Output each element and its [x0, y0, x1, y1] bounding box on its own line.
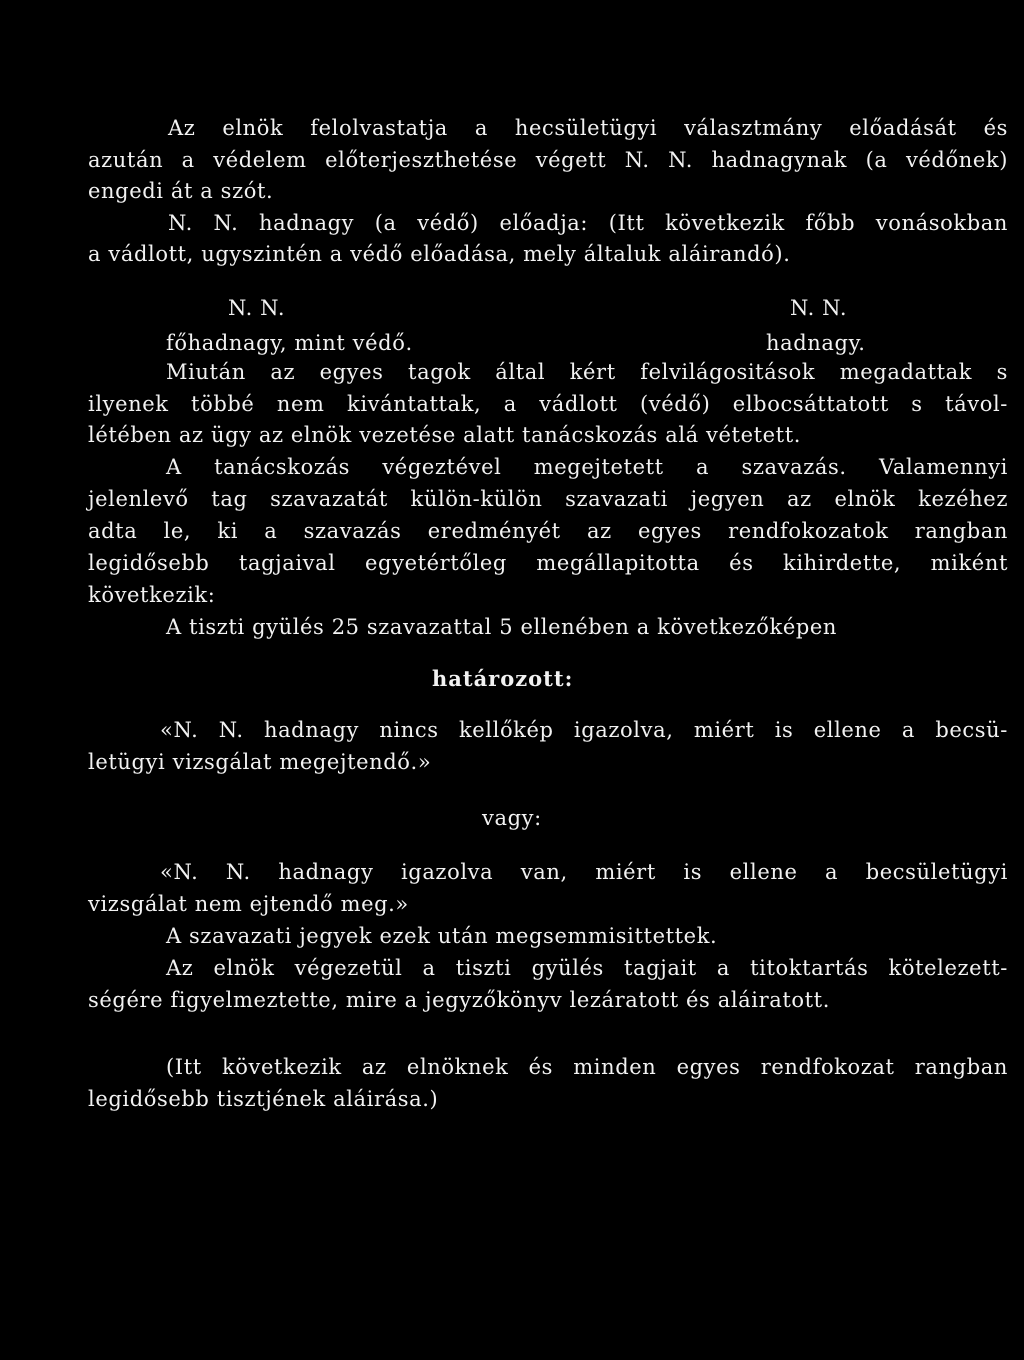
paragraph-line: Az elnök felolvastatja a hecsületügyi választmány előadását és — [168, 116, 1008, 140]
paragraph-line: legidősebb tisztjének aláirása.) — [88, 1087, 439, 1111]
decision-heading: határozott: — [432, 666, 574, 691]
paragraph-line: következik: — [88, 583, 216, 607]
paragraph-line: «N. N. hadnagy nincs kellőkép igazolva, miért is ellene a becsü- — [160, 718, 1008, 742]
paragraph-line: letügyi vizsgálat megejtendő.» — [88, 750, 432, 774]
paragraph-line: a vádlott, ugyszintén a védő előadása, mely általuk aláirandó). — [88, 242, 791, 266]
paragraph-line: N. N. hadnagy (a védő) előadja: (Itt következik főbb vonásokban — [168, 211, 1008, 235]
paragraph-line: adta le, ki a szavazás eredményét az egyes rendfokozatok rangban — [88, 519, 1008, 543]
paragraph-line: (Itt következik az elnöknek és minden egyes rendfokozat rangban — [166, 1055, 1008, 1079]
signatory-name-left: N. N. — [228, 296, 286, 320]
signatory-name-right: N. N. — [790, 296, 848, 320]
paragraph-line: engedi át a szót. — [88, 179, 274, 203]
paragraph-line: Miután az egyes tagok által kért felvilágositások megadattak s — [166, 360, 1008, 384]
signatory-rank-left: főhadnagy, mint védő. — [166, 331, 413, 355]
signatory-rank-right: hadnagy. — [766, 331, 866, 355]
paragraph-line: vizsgálat nem ejtendő meg.» — [88, 892, 409, 916]
paragraph-line: azután a védelem előterjeszthetése végett N. N. hadnagynak (a védőnek) — [88, 148, 1008, 172]
paragraph-line: A szavazati jegyek ezek után megsemmisittettek. — [166, 924, 718, 948]
paragraph-line: A tiszti gyülés 25 szavazattal 5 ellenében a következőképen — [166, 615, 838, 639]
paragraph-line: ségére figyelmeztette, mire a jegyzőkönyv lezáratott és aláiratott. — [88, 988, 830, 1012]
paragraph-line: Az elnök végezetül a tiszti gyülés tagjait a titoktartás kötelezett- — [166, 956, 1008, 980]
paragraph-line: «N. N. hadnagy igazolva van, miért is ellene a becsületügyi — [160, 860, 1008, 884]
paragraph-line: legidősebb tagjaival egyetértőleg megállapitotta és kihirdette, miként — [88, 551, 1008, 575]
paragraph-line: létében az ügy az elnök vezetése alatt tanácskozás alá vétetett. — [88, 423, 802, 447]
paragraph-line: ilyenek többé nem kivántattak, a vádlott (védő) elbocsáttatott s távol- — [88, 392, 1008, 416]
alternative-label: vagy: — [482, 806, 542, 830]
paragraph-line: jelenlevő tag szavazatát külön-külön szavazati jegyen az elnök kezéhez — [88, 487, 1008, 511]
paragraph-line: A tanácskozás végeztével megejtetett a szavazás. Valamennyi — [166, 455, 1008, 479]
